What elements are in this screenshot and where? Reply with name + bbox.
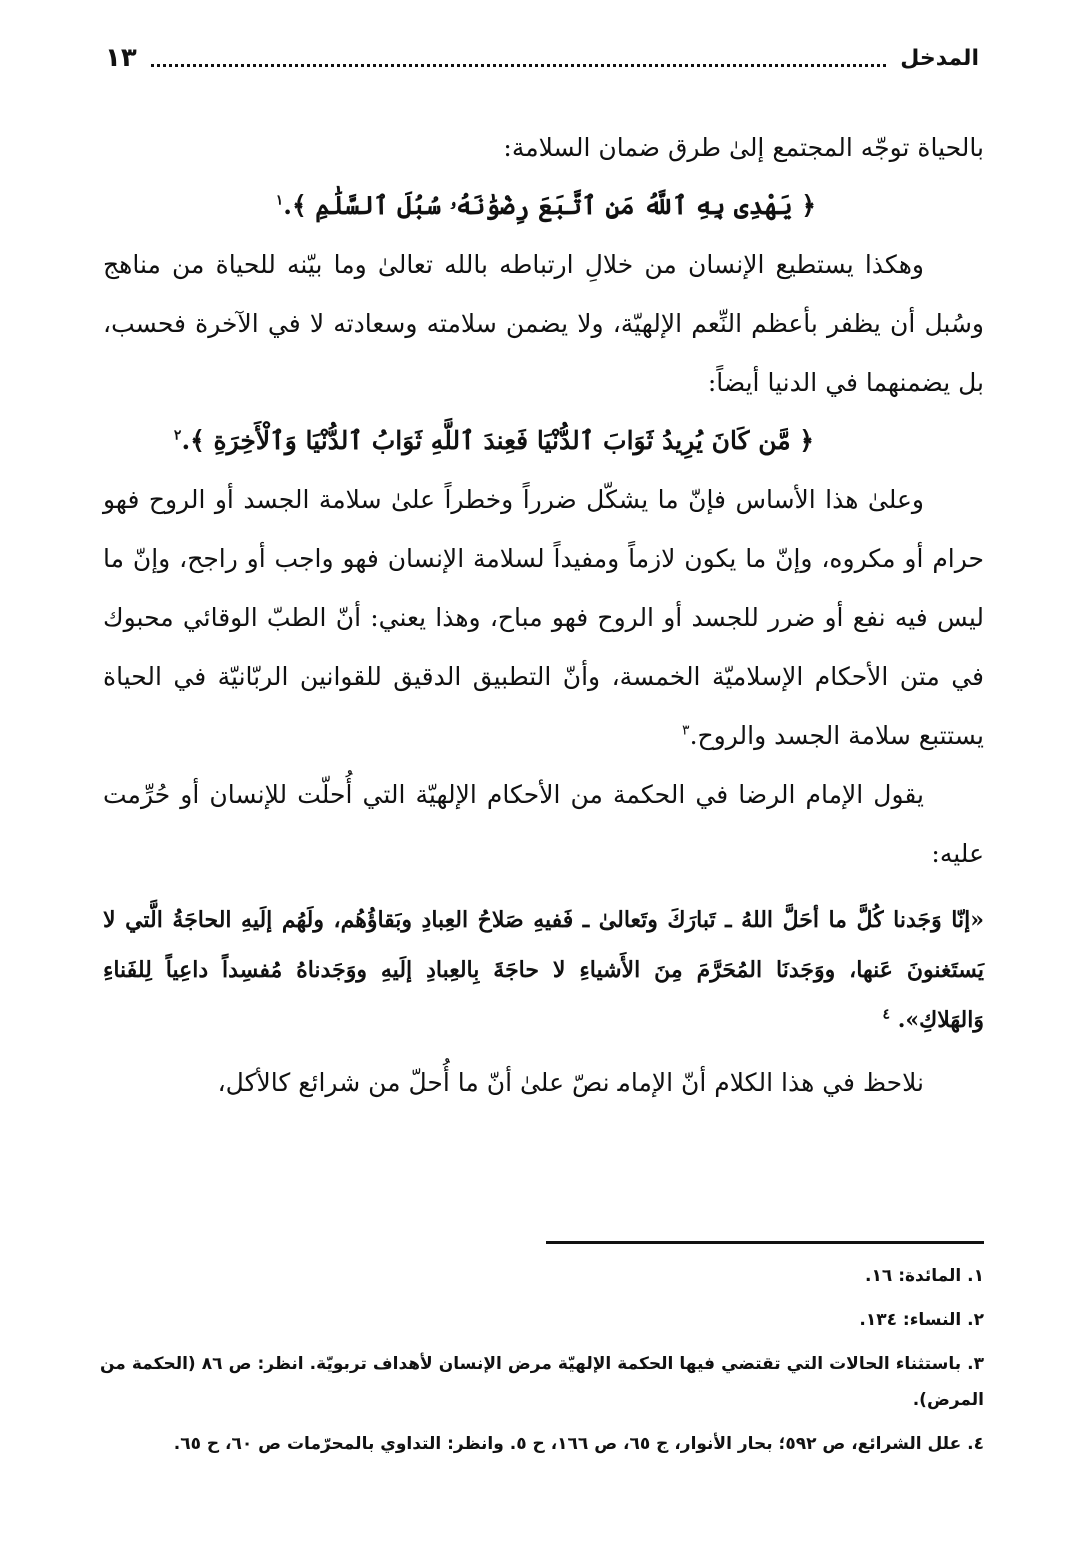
paragraph-3-text: وعلىٰ هذا الأساس فإنّ ما يشكّل ضرراً وخطراً علىٰ سلامة الجسد أو الروح فهو حرام أو مكروه، وإنّ ما يكون لازماً ومفيداً لسلامة الإنسان فهو واجب أو راجح، وإنّ ما ليس فيه نفع أو ضرر للجسد أو الروح فهو مباح، وهذا يعني: أنّ الطبّ الوقائي محبوك في متن الأحكام الإسلاميّة الخمسة، وأنّ التطبيق الدقيق للقوانين الربّانيّة في الحياة يستتبع سلامة الجسد والروح.: [103, 485, 984, 750]
footnotes: [100, 1258, 984, 1462]
footnote-2: ٢. النساء: ١٣٤.: [859, 1310, 984, 1330]
main-text: [103, 118, 984, 1112]
verse-2-text: ﴿ مَّن كَانَ يُرِيدُ ثَوَابَ ٱلدُّنْيَا فَعِندَ ٱللَّهِ ثَوَابُ ٱلدُّنْيَا وَٱلْأَخِرَةِ ﴾.: [181, 426, 814, 455]
footnote-separator: [546, 1241, 984, 1244]
hadith-quote-text: «إنّا وَجَدنا كُلَّ ما أحَلَّ اللهُ ـ تَبارَكَ وتَعالىٰ ـ فَفيهِ صَلاحُ العِبادِ وبَقاؤُهُم، ولَهُم إلَيهِ الحاجَةُ الَّتي لا يَستَغنونَ عَنها، ووَجَدنَا المُحَرَّمَ مِنَ الأَشياءِ لا حاجَةَ بِالعِبادِ إلَيهِ ووَجَدناهُ مُفسِداً داعِياً لِلفَناءِ وَالهَلاكِ».: [103, 907, 984, 1033]
quran-verse-1: [103, 177, 984, 235]
paragraph-3: [103, 470, 984, 765]
footnote-1: ١. المائدة: ١٦.: [865, 1266, 984, 1286]
paragraph-5: نلاحظ في هذا الكلام أنّ الإمام‍ نصّ علىٰ أنّ ما أُحلّ من شرائع كالأكل،: [217, 1068, 924, 1097]
page-number: ١٣: [105, 43, 137, 73]
footnote-ref-1[interactable]: ١: [275, 192, 284, 209]
header-leader-dots: [151, 50, 886, 67]
paragraph-1: بالحياة توجّه المجتمع إلىٰ طرق ضمان السلامة:: [503, 133, 984, 162]
hadith-quote: [103, 895, 984, 1045]
footnote-4: ٤. علل الشرائع، ص ٥٩٢؛ بحار الأنوار، ج ٦٥، ص ١٦٦، ح ٥. وانظر: التداوي بالمحرّمات ص ٦٠، ح ٦٥.: [173, 1434, 984, 1454]
footnote-ref-3[interactable]: ٣: [682, 722, 690, 739]
running-header: [105, 38, 979, 78]
section-title: المدخل: [900, 45, 979, 71]
footnote-ref-2[interactable]: ٢: [173, 427, 182, 444]
paragraph-2: وهكذا يستطيع الإنسان من خلالِ ارتباطه بالله تعالىٰ وما بيّنه للحياة من مناهج وسُبل أن يظفر بأعظم النِّعم الإلهيّة، ولا يضمن سلامته وسعادته لا في الآخرة فحسب، بل يضمنهما في الدنيا أيضاً:: [103, 250, 984, 397]
verse-1-text: ﴿ يَهْدِى بِهِ ٱللَّهُ مَنِ ٱتَّبَعَ رِضْوَٰنَهُۥ سُبُلَ ٱلسَّلَٰمِ ﴾.: [283, 191, 816, 220]
quran-verse-2: [103, 412, 984, 470]
footnote-ref-4[interactable]: ٤: [882, 1006, 891, 1023]
paragraph-4: يقول الإمام الرضا‍ في الحكمة من الأحكام الإلهيّة التي أُحلّت للإنسان أو حُرِّمت عليه:: [103, 780, 984, 868]
footnote-3: ٣. باستثناء الحالات التي تقتضي فيها الحكمة الإلهيّة مرض الإنسان لأهداف تربويّة. انظر: ص ٨٦ (الحكمة من المرض).: [100, 1354, 984, 1410]
